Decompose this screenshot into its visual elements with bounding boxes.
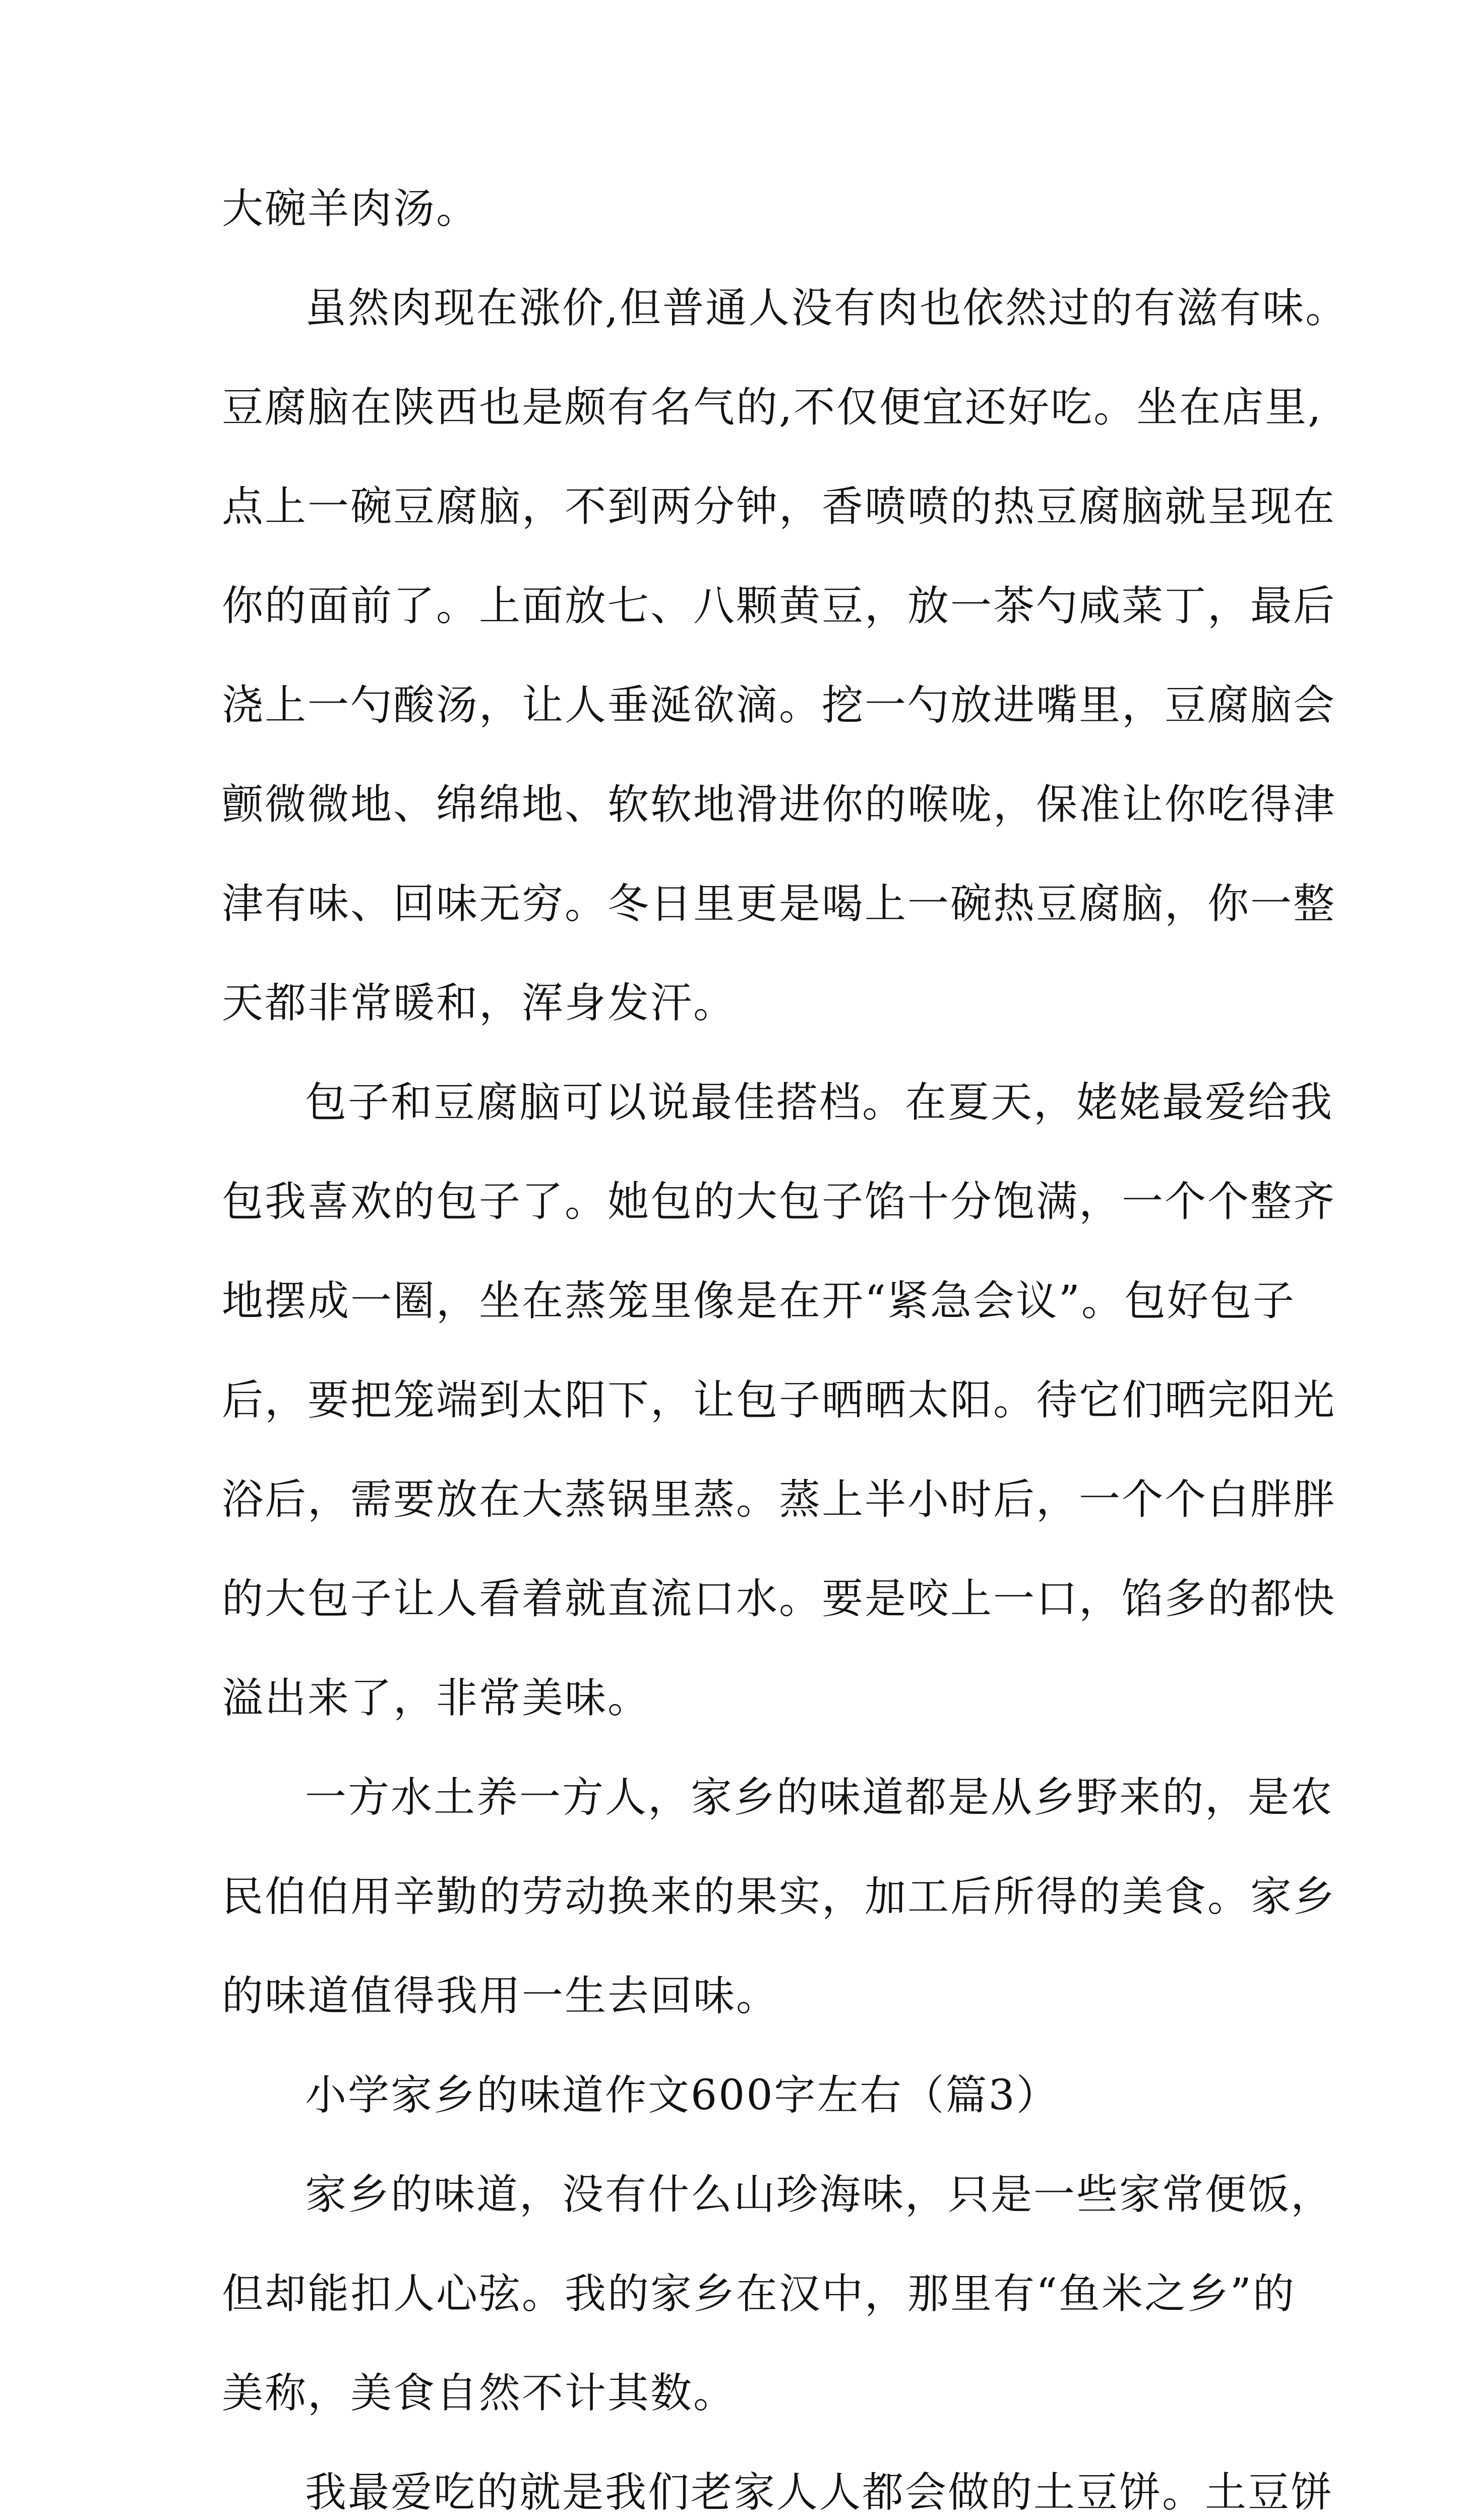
text-line: 民伯伯用辛勤的劳动换来的果实，加工后所得的美食。家乡 — [222, 1873, 1336, 1921]
section-heading: 小学家乡的味道作文600字左右（篇3） — [305, 2071, 1059, 2119]
text-line: 津有味、回味无穷。冬日里更是喝上一碗热豆腐脑，你一整 — [222, 880, 1336, 928]
text-line: 大碗羊肉汤。 — [222, 185, 479, 233]
text-line: 颤微微地、绵绵地、软软地滑进你的喉咙，保准让你吃得津 — [222, 781, 1336, 829]
document-page — [222, 184, 1349, 2520]
paragraph-start-line: 家乡的味道，没有什么山珍海味，只是一些家常便饭， — [305, 2171, 1334, 2219]
text-line: 包我喜欢的包子了。她包的大包子馅十分饱满，一个个整齐 — [222, 1178, 1336, 1226]
text-line: 的味道值得我用一生去回味。 — [222, 1972, 779, 2020]
text-line: 点上一碗豆腐脑，不到两分钟，香喷喷的热豆腐脑就呈现在 — [222, 483, 1336, 531]
text-line: 天都非常暖和，浑身发汗。 — [222, 979, 737, 1027]
text-line: 地摆成一圈，坐在蒸笼里像是在开“紧急会议”。包好包子 — [222, 1277, 1296, 1325]
text-line: 豆腐脑在陕西也是颇有名气的,不仅便宜还好吃。坐在店里, — [222, 384, 1323, 431]
paragraph-start-line: 我最爱吃的就是我们老家人人都会做的土豆饼。土豆饼 — [305, 2469, 1334, 2516]
text-line: 但却能扣人心弦。我的家乡在汉中，那里有“鱼米之乡”的 — [222, 2270, 1296, 2318]
text-line: 浴后，需要放在大蒸锅里蒸。蒸上半小时后，一个个白胖胖 — [222, 1476, 1336, 1524]
text-line: 你的面前了。上面放七、八颗黄豆，放一茶勺咸菜丁，最后 — [222, 582, 1336, 630]
text-line: 溢出来了，非常美味。 — [222, 1674, 651, 1722]
text-line: 后，要把笼端到太阳下，让包子晒晒太阳。待它们晒完阳光 — [222, 1376, 1336, 1424]
text-line: 的大包子让人看着就直流口水。要是咬上一口，馅多的都快 — [222, 1575, 1336, 1623]
text-line: 浇上一勺酸汤，让人垂涎欲滴。挖一勺放进嘴里，豆腐脑会 — [222, 681, 1336, 729]
paragraph-start-line: 虽然肉现在涨价,但普通人没有肉也依然过的有滋有味。 — [305, 284, 1349, 332]
paragraph-start-line: 一方水土养一方人，家乡的味道都是从乡野来的，是农 — [305, 1774, 1334, 1821]
text-line: 美称，美食自然不计其数。 — [222, 2369, 737, 2417]
paragraph-start-line: 包子和豆腐脑可以说最佳搭档。在夏天，姥姥最爱给我 — [305, 1079, 1334, 1126]
